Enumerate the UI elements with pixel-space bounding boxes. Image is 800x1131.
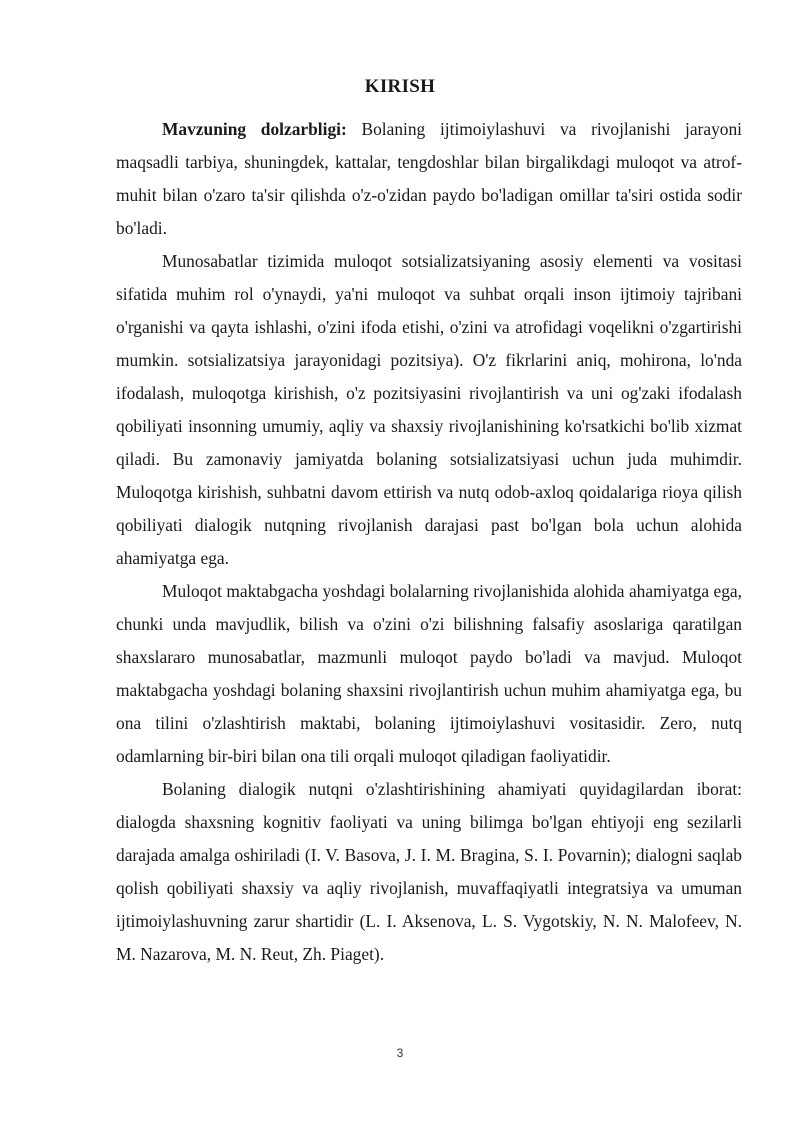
paragraph-lead: Mavzuning dolzarbligi: [162, 119, 347, 139]
body-text [116, 113, 742, 971]
paragraph: Munosabatlar tizimida muloqot sotsializatsiyaning asosiy elementi va vositasi sifatida muhim rol o'ynaydi, ya'ni muloqot va suhbat orqali inson ijtimoiy tajribani o'rganishi va qayta ishlashi, o'zini ifoda etishi, o'zini va atrofidagi voqelikni o'zgartirishi mumkin. sotsializatsiya jarayonidagi pozitsiya). O'z fikrlarini aniq, mohirona, lo'nda ifodalash, muloqotga kirishish, o'z pozitsiyasini rivojlantirish va uni og'zaki ifodalash qobiliyati insonning umumiy, aqliy va shaxsiy rivojlanishining ko'rsatkichi bo'lib xizmat qiladi. Bu zamonaviy jamiyatda bolaning sotsializatsiyasi uchun juda muhimdir. Muloqotga kirishish, suhbatni davom ettirish va nutq odob-axloq qoidalariga rioya qilish qobiliyati dialogik nutqning rivojlanish darajasi past bo'lgan bola uchun alohida ahamiyatga ega. [116, 251, 742, 568]
paragraph-relevance [116, 113, 742, 245]
paragraph: Muloqot maktabgacha yoshdagi bolalarning rivojlanishida alohida ahamiyatga ega, chunki unda mavjudlik, bilish va o'zini o'zi bilishning falsafiy asoslariga qaratilgan shaxslararo munosabatlar, mazmunli muloqot paydo bo'ladi va mavjud. Muloqot maktabgacha yoshdagi bolaning shaxsini rivojlantirish uchun muhim ahamiyatga ega, bu ona tilini o'zlashtirish maktabi, bolaning ijtimoiylashuvi vositasidir. Zero, nutq odamlarning bir-biri bilan ona tili orqali muloqot qiladigan faoliyatidir. [116, 581, 742, 766]
page-number: 3 [396, 1046, 404, 1060]
paragraph-text: Bolaning ijtimoiylashuvi va rivojlanishi jarayoni maqsadli tarbiya, shuningdek, kattalar, tengdoshlar bilan birgalikdagi muloqot va atrof-muhit bilan o'zaro ta'sir qilishda o'z-o'zidan paydo bo'ladigan omillar ta'siri ostida sodir bo'ladi. [116, 119, 742, 238]
paragraph: Bolaning dialogik nutqni o'zlashtirishining ahamiyati quyidagilardan iborat: dialogda shaxsning kognitiv faoliyati va uning bilimga bo'lgan ehtiyoji eng sezilarli darajada amalga oshiriladi (I. V. Basova, J. I. M. Bragina, S. I. Povarnin); dialogni saqlab qolish qobiliyati shaxsiy va aqliy rivojlanish, muvaffaqiyatli integratsiya va umuman ijtimoiylashuvning zarur shartidir (L. I. Aksenova, L. S. Vygotskiy, N. N. Malofeev, N. M. Nazarova, M. N. Reut, Zh. Piaget). [116, 779, 742, 964]
section-title: KIRISH [364, 76, 436, 97]
